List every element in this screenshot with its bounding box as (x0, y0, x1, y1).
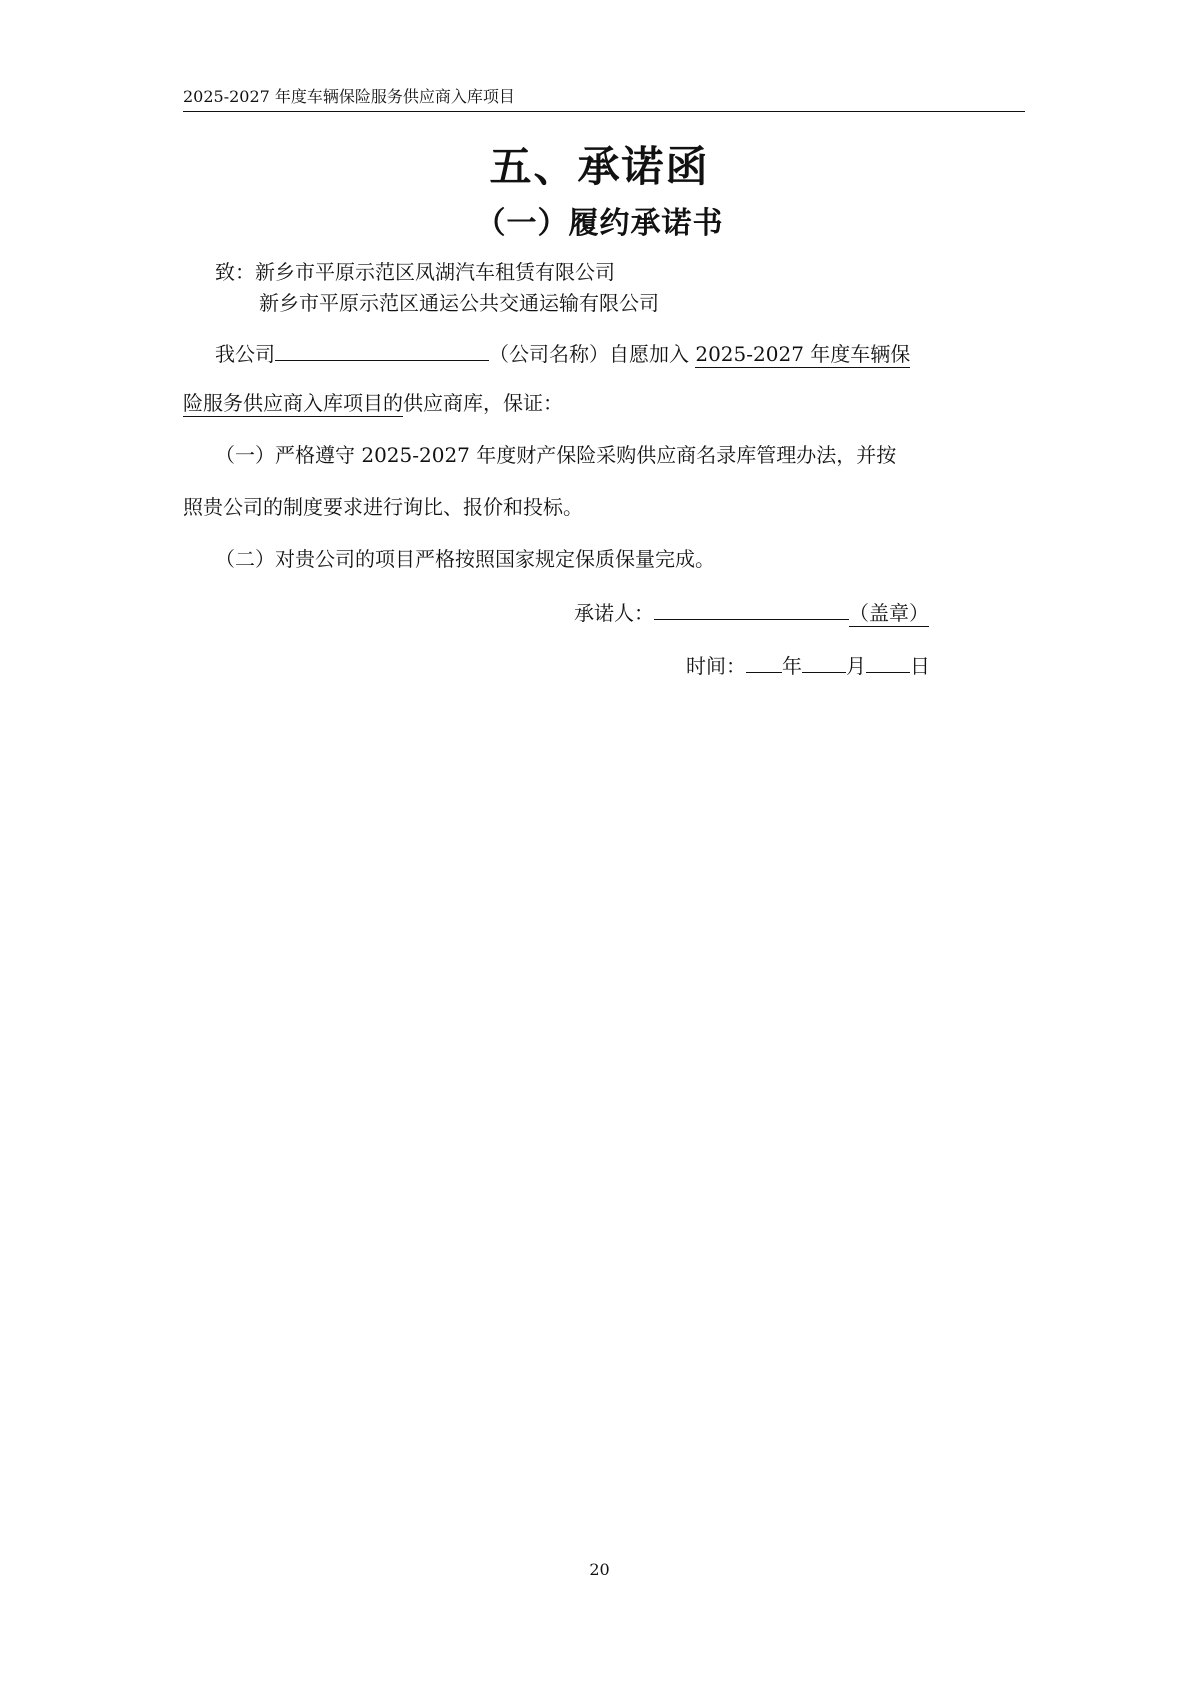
recipient-line-2 (259, 289, 659, 317)
signer-field[interactable] (654, 597, 849, 620)
para1-company-hint: （公司名称）自愿加入 (489, 342, 689, 366)
date-label: 时间： (686, 654, 746, 678)
item-1-line-2: 照贵公司的制度要求进行询比、报价和投标。 (183, 495, 583, 519)
para1-end: 供应商库，保证： (403, 391, 563, 415)
section-title: 五、承诺函 (489, 142, 710, 191)
paragraph-1-line-1 (215, 338, 910, 368)
signer-label: 承诺人： (574, 601, 654, 625)
seal-label: （盖章） (849, 601, 929, 625)
recipient-name-1: 新乡市平原示范区凤湖汽车租赁有限公司 (255, 260, 615, 284)
section-subtitle: （一）履约承诺书 (475, 206, 724, 241)
month-label: 月 (846, 654, 866, 678)
day-label: 日 (910, 654, 930, 678)
page-number: 20 (589, 1560, 610, 1579)
month-field[interactable] (802, 650, 846, 673)
date-line (686, 650, 930, 680)
header-divider (183, 111, 1025, 112)
running-header: 2025-2027 年度车辆保险服务供应商入库项目 (183, 87, 515, 106)
paragraph-1-line-2 (183, 389, 563, 417)
year-label: 年 (782, 654, 802, 678)
year-field[interactable] (746, 650, 782, 673)
day-field[interactable] (866, 650, 910, 673)
recipient-name-2: 新乡市平原示范区通运公共交通运输有限公司 (259, 291, 659, 315)
item-1-line-1: （一）严格遵守 2025-2027 年度财产保险采购供应商名录库管理办法，并按 (215, 443, 897, 467)
signer-line (574, 597, 929, 627)
recipient-line-1 (215, 258, 615, 286)
project-name-part-1: 2025-2027 年度车辆保 (695, 342, 911, 366)
item-2: （二）对贵公司的项目严格按照国家规定保质保量完成。 (215, 547, 715, 571)
company-name-field[interactable] (275, 338, 489, 361)
para1-start: 我公司 (215, 342, 275, 366)
project-name-part-2: 险服务供应商入库项目的 (183, 391, 403, 415)
recipient-label: 致： (215, 260, 255, 284)
